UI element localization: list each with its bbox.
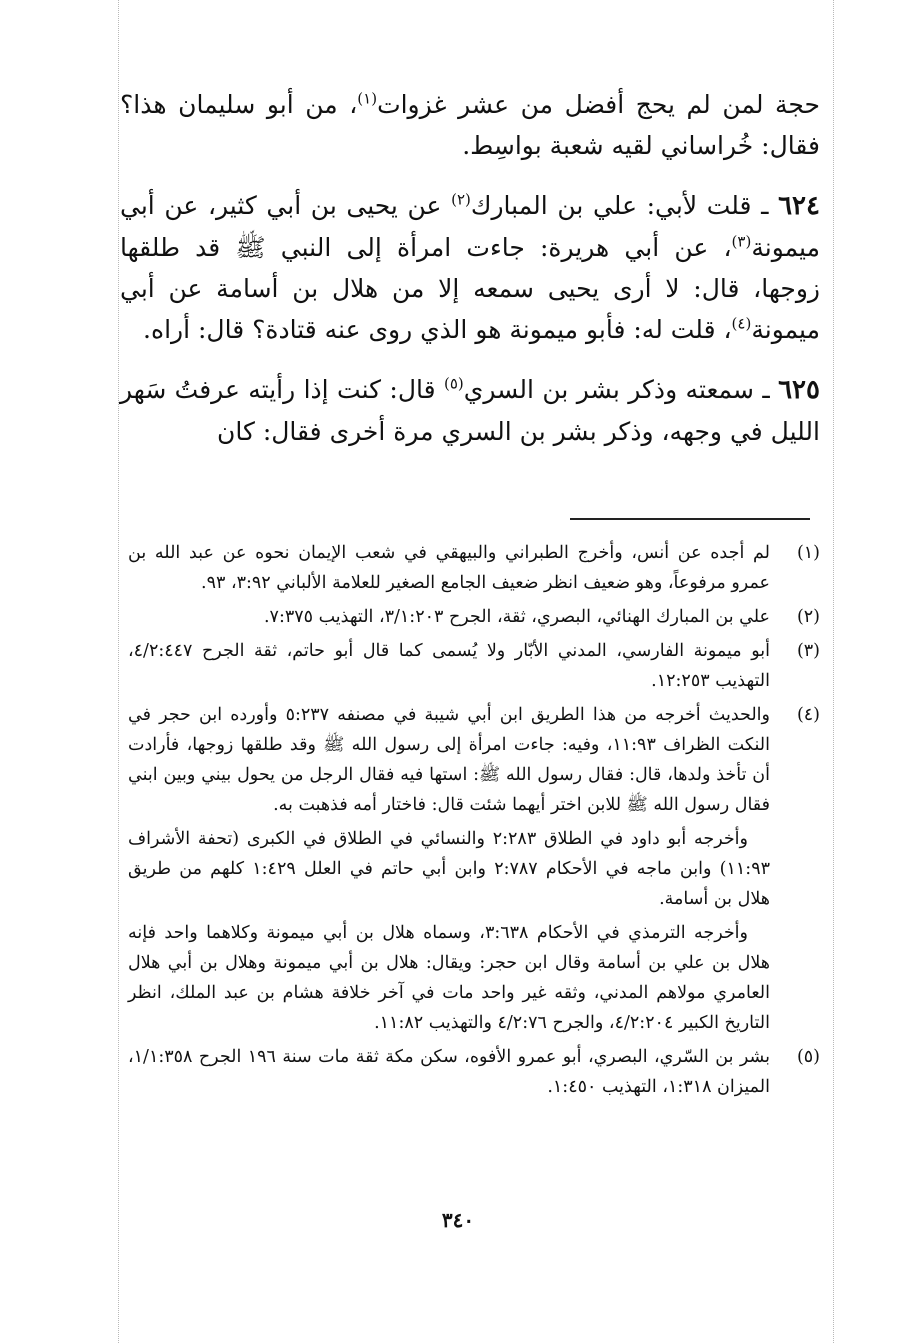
footnote-ref: (٤) — [731, 314, 752, 333]
footnote-4-continuation: وأخرجه أبو داود في الطلاق ٢:٢٨٣ والنسائي في الطلاق في الكبرى (تحفة الأشراف ١١:٩٣) وابن ماجه في الأحكام ٢:٧٨٧ وابن أبي حاتم في العلل ١:٤٢٩ كلهم من طريق هلال بن أسامة. — [128, 829, 770, 909]
footnote-ref: (٣) — [731, 232, 752, 251]
text-run: قال: كنت إذا رأيته عرفتُ سَهر الليل في وجهه، وذكر بشر بن السري مرة أخرى فقال: كان — [120, 375, 820, 446]
footnote-label: (٣) — [796, 641, 820, 661]
text-run: ، قلت له: فأبو ميمونة هو الذي روى عنه قتادة؟ قال: أراه. — [143, 315, 732, 344]
page-edge-line — [118, 0, 119, 1343]
footnote-1 — [128, 538, 820, 598]
footnote-label: (٢) — [796, 607, 820, 627]
paragraph-625 — [120, 369, 820, 452]
footnote-ref: (٥) — [443, 374, 464, 393]
text-run: ، من أبو سليمان هذا؟ فقال: خُراساني لقيه شعبة بواسِط. — [120, 90, 820, 160]
footnote-label: (١) — [796, 543, 820, 563]
text-run: حجة لمن لم يحج أفضل من عشر غزوات — [377, 90, 820, 119]
footnote-4-continuation: وأخرجه الترمذي في الأحكام ٣:٦٣٨، وسماه هلال بن أبي ميمونة وكلاهما واحد فإنه هلال بن علي بن أسامة وقال ابن حجر: ويقال: هلال بن أبي ميمونة وهلال بن أبي هلال العامري مولاهم المدني، وثقه غير واحد مات في آخر خلافة هشام بن عبد الملك، انظر التاريخ الكبير ٤/٢:٢٠٤، والجرح ٤/٢:٧٦ والتهذيب ١١:٨٢. — [128, 923, 770, 1033]
footnote-5 — [128, 1042, 820, 1102]
footnote-ref: (٢) — [451, 190, 471, 209]
paragraph-624 — [120, 185, 820, 350]
footnote-text: علي بن المبارك الهنائي، البصري، ثقة، الجرح ٣/١:٢٠٣، التهذيب ٧:٣٧٥. — [263, 607, 770, 627]
footnote-text: بشر بن السّري، البصري، أبو عمرو الأفوه، سكن مكة ثقة مات سنة ١٩٦ الجرح ١/١:٣٥٨، الميزان ١:٣١٨، التهذيب ١:٤٥٠. — [128, 1047, 770, 1097]
item-number: ٦٢٤ — [778, 191, 820, 221]
main-text — [120, 84, 820, 471]
footnote-text: أبو ميمونة الفارسي، المدني الأبّار ولا يُسمى كما قال أبو حاتم، ثقة الجرح ٤/٢:٤٤٧، التهذيب ١٢:٢٥٣. — [128, 641, 770, 691]
footnote-text: والحديث أخرجه من هذا الطريق ابن أبي شيبة في مصنفه ٥:٢٣٧ وأورده ابن حجر في النكت الظراف ١١:٩٣، وفيه: جاءت امرأة إلى رسول الله ﷺ وقد طلقها زوجها، فأرادت أن تأخذ ولدها، قال: فقال رسول الله ﷺ: استها فيه فقال الرجل من يحول بيني وبين ابني فقال رسول الله ﷺ للابن اختر أيهما شئت قال: فاختار أمه فذهبت به. — [128, 705, 770, 815]
page-edge-line — [833, 0, 834, 1343]
footnote-separator — [570, 518, 810, 520]
footnote-ref: (١) — [357, 89, 378, 108]
footnote-text: لم أجده عن أنس، وأخرج الطبراني والبيهقي في شعب الإيمان نحوه عن عبد الله بن عمرو مرفوعاً، وهو ضعيف انظر ضعيف الجامع الصغير للعلامة الألباني ٣:٩٢، ٩٣. — [128, 543, 770, 593]
text-run: ـ سمعته وذكر بشر بن السري — [463, 375, 779, 404]
footnote-4 — [128, 700, 820, 820]
footnotes — [128, 538, 820, 1106]
footnote-3 — [128, 636, 820, 696]
text-run: عن يحيى بن أبي كثير، عن أبي ميمونة — [120, 191, 820, 262]
text-run: ـ قلت لأبي: علي بن المبارك — [470, 191, 779, 220]
footnote-2 — [128, 602, 820, 632]
text-run: ، عن أبي هريرة: جاءت امرأة إلى النبي ﷺ قد طلقها زوجها، قال: لا أرى يحيى سمعه إلا من هلال بن أسامة عن أبي ميمونة — [120, 233, 820, 344]
footnote-label: (٤) — [796, 705, 820, 725]
footnote-label: (٥) — [796, 1047, 820, 1067]
paragraph-intro — [120, 84, 820, 166]
page-number: ٣٤٠ — [441, 1208, 475, 1232]
item-number: ٦٢٥ — [778, 375, 820, 405]
